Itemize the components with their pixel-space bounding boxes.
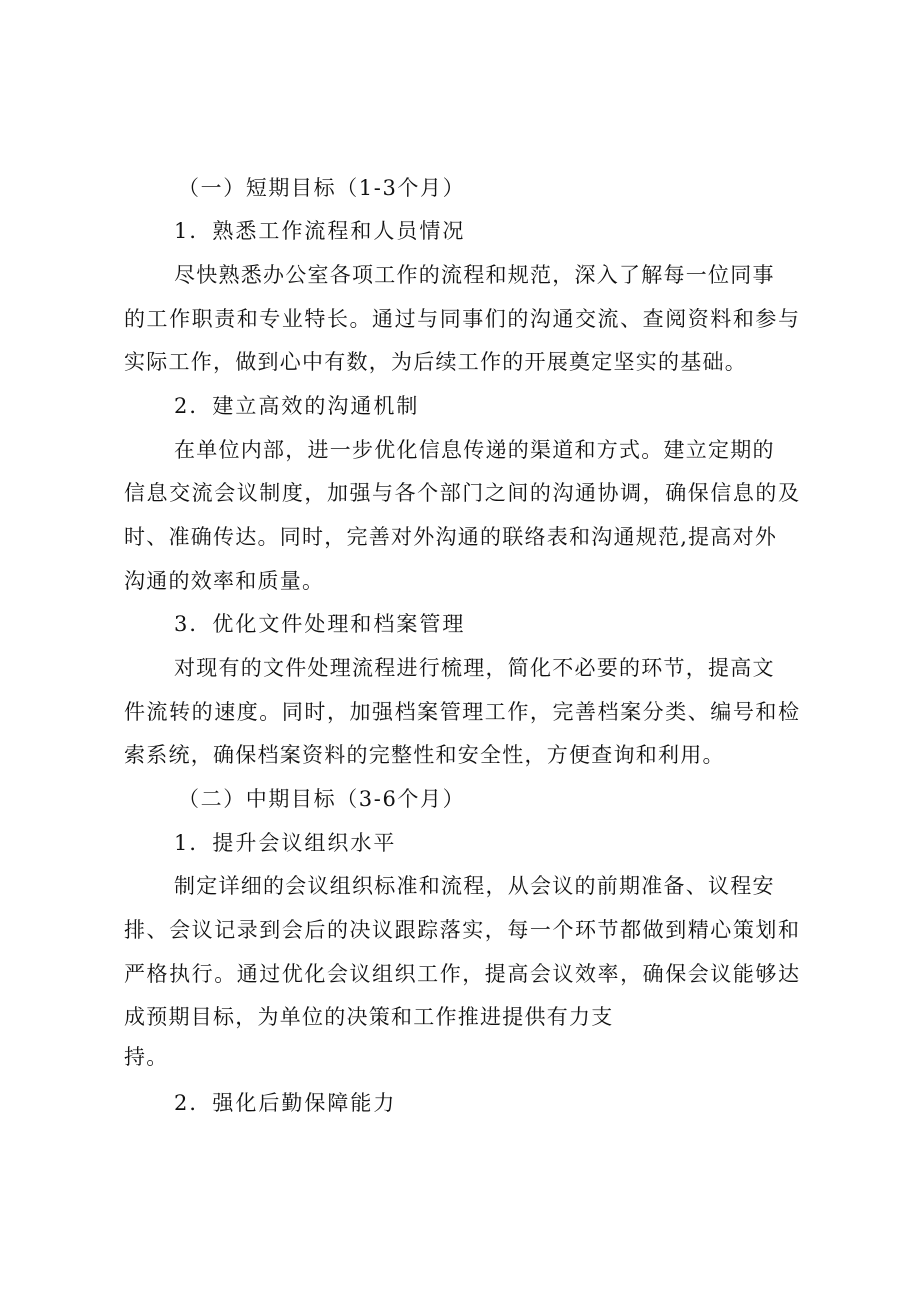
item-title: 2．强化后勤保障能力 <box>174 1091 397 1115</box>
paragraph-line: 实际工作，做到心中有数，为后续工作的开展奠定坚实的基础。 <box>124 350 747 374</box>
paragraph-line: 排、会议记录到会后的决议跟踪落实，每一个环节都做到精心策划和 <box>124 918 801 942</box>
paragraph-line: 信息交流会议制度，加强与各个部门之间的沟通协调，确保信息的及 <box>124 481 801 505</box>
paragraph-line: 严格执行。通过优化会议组织工作，提高会议效率，确保会议能够达 <box>124 962 801 986</box>
paragraph-line: 尽快熟悉办公室各项工作的流程和规范，深入了解每一位同事 <box>174 263 775 287</box>
section-heading-short-term: （一）短期目标（1-3个月） <box>178 176 466 200</box>
section-heading-mid-term: （二）中期目标（3-6个月） <box>178 787 466 811</box>
item-title: 3．优化文件处理和档案管理 <box>174 612 466 636</box>
item-title: 2．建立高效的沟通机制 <box>174 394 420 418</box>
paragraph-line: 件流转的速度。同时，加强档案管理工作，完善档案分类、编号和检 <box>124 700 801 724</box>
paragraph-line: 成预期目标，为单位的决策和工作推进提供有力支 <box>124 1005 614 1029</box>
item-title: 1．提升会议组织水平 <box>174 831 397 855</box>
paragraph-line: 索系统，确保档案资料的完整性和安全性，方便查询和利用。 <box>124 743 725 767</box>
paragraph-line: 的工作职责和专业特长。通过与同事们的沟通交流、查阅资料和参与 <box>124 307 801 331</box>
paragraph-line: 时、准确传达。同时，完善对外沟通的联络表和沟通规范,提高对外 <box>124 525 778 549</box>
paragraph-line: 制定详细的会议组织标准和流程，从会议的前期准备、议程安 <box>174 874 775 898</box>
paragraph-line: 持。 <box>124 1045 169 1069</box>
paragraph-line: 对现有的文件处理流程进行梳理，简化不必要的环节，提高文 <box>174 656 775 680</box>
paragraph-line: 沟通的效率和质量。 <box>124 569 325 593</box>
paragraph-line: 在单位内部，进一步优化信息传递的渠道和方式。建立定期的 <box>174 438 775 462</box>
item-title: 1．熟悉工作流程和人员情况 <box>174 219 466 243</box>
